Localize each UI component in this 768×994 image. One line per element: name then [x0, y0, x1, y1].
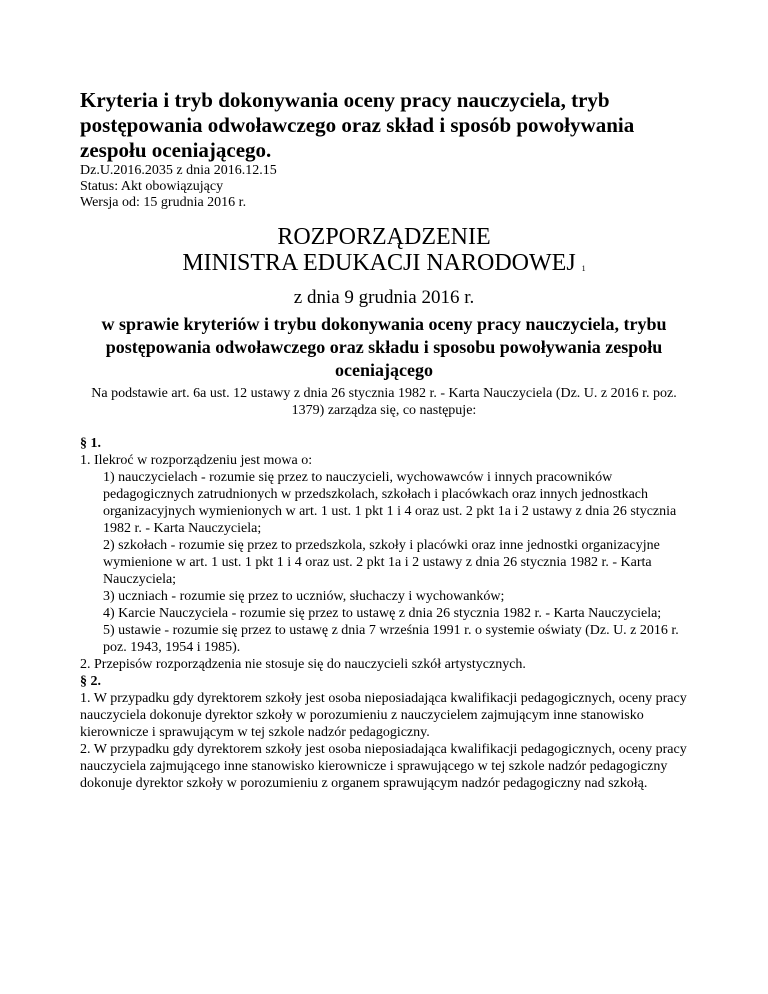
act-authority: MINISTRA EDUKACJI NARODOWEJ [182, 250, 576, 276]
journal-reference: Dz.U.2016.2035 z dnia 2016.12.15 [80, 163, 277, 178]
act-type: ROZPORZĄDZENIE [277, 224, 491, 250]
version-text: Wersja od: 15 grudnia 2016 r. [80, 195, 247, 210]
section-2-paragraph-2: 2. W przypadku gdy dyrektorem szkoły jest osoba nieposiadająca kwalifikacji pedagogicznych, oceny pracy nauczyciela zajmującego inne stanowisko kierownicze i sprawującego w tej szkole nadzór pedagogiczny dokonuje dyrektor szkoły w porozumieniu z organem sprawującym nadzór pedagogiczny nad szkołą. [80, 742, 687, 791]
section-1-paragraph-1: 1. Ilekroć w rozporządzeniu jest mowa o: [80, 453, 313, 468]
section-1-paragraph-2: 2. Przepisów rozporządzenia nie stosuje się do nauczycieli szkół artystycznych. [80, 657, 526, 672]
definition-item: 1) nauczycielach - rozumie się przez to nauczycieli, wychowawców i innych pracowników pedagogicznych zatrudnionych w przedszkolach, szkołach i placówkach oraz innych jednostkach organizacyjnych wymienionych w art. 1 ust. 1 pkt 1 i 4 oraz ust. 2 pkt 1a i 2 ustawy z dnia 26 stycznia 1982 r. - Karta Nauczyciela; [103, 470, 677, 536]
status-text: Status: Akt obowiązujący [80, 179, 224, 194]
definition-item: 4) Karcie Nauczyciela - rozumie się przez to ustawę z dnia 26 stycznia 1982 r. - Karta Nauczyciela; [103, 606, 662, 621]
preamble: Na podstawie art. 6a ust. 12 ustawy z dnia 26 stycznia 1982 r. - Karta Nauczyciela (Dz. U. z 2016 r. poz. 1379) zarządza się, co następuje: [91, 386, 677, 418]
definition-item: 2) szkołach - rozumie się przez to przedszkola, szkoły i placówki oraz inne jednostki organizacyjne wymienione w art. 1 ust. 1 pkt 1 i 4 oraz ust. 2 pkt 1a i 2 ustawy z dnia 26 stycznia 1982 r. - Karta Nauczyciela; [103, 538, 660, 587]
act-heading [0, 224, 768, 276]
section-2-heading: § 2. [80, 674, 101, 689]
document-metadata [80, 163, 277, 211]
section-2-paragraph-1: 1. W przypadku gdy dyrektorem szkoły jest osoba nieposiadająca kwalifikacji pedagogicznych, oceny pracy nauczyciela dokonuje dyrektor szkoły w porozumieniu z nauczycielem zajmującym inne stanowisko kierownicze i sprawującym w tej szkole nadzór pedagogiczny. [80, 691, 687, 740]
document-title: Kryteria i tryb dokonywania oceny pracy nauczyciela, tryb postępowania odwoławczego oraz skład i sposób powoływania zespołu oceniającego. [80, 88, 635, 162]
act-subject: w sprawie kryteriów i trybu dokonywania oceny pracy nauczyciela, trybu postępowania odwoławczego oraz składu i sposobu powoływania zespołu oceniającego [101, 314, 667, 380]
act-authority-line [0, 250, 768, 276]
section-1-heading: § 1. [80, 436, 101, 451]
footnote-marker[interactable]: 1 [581, 264, 586, 273]
definition-item: 3) uczniach - rozumie się przez to uczniów, słuchaczy i wychowanków; [103, 589, 505, 604]
document-body [80, 435, 692, 792]
definition-item: 5) ustawie - rozumie się przez to ustawę z dnia 7 września 1991 r. o systemie oświaty (Dz. U. z 2016 r. poz. 1943, 1954 i 1985). [103, 623, 679, 655]
act-date: z dnia 9 grudnia 2016 r. [293, 287, 475, 308]
